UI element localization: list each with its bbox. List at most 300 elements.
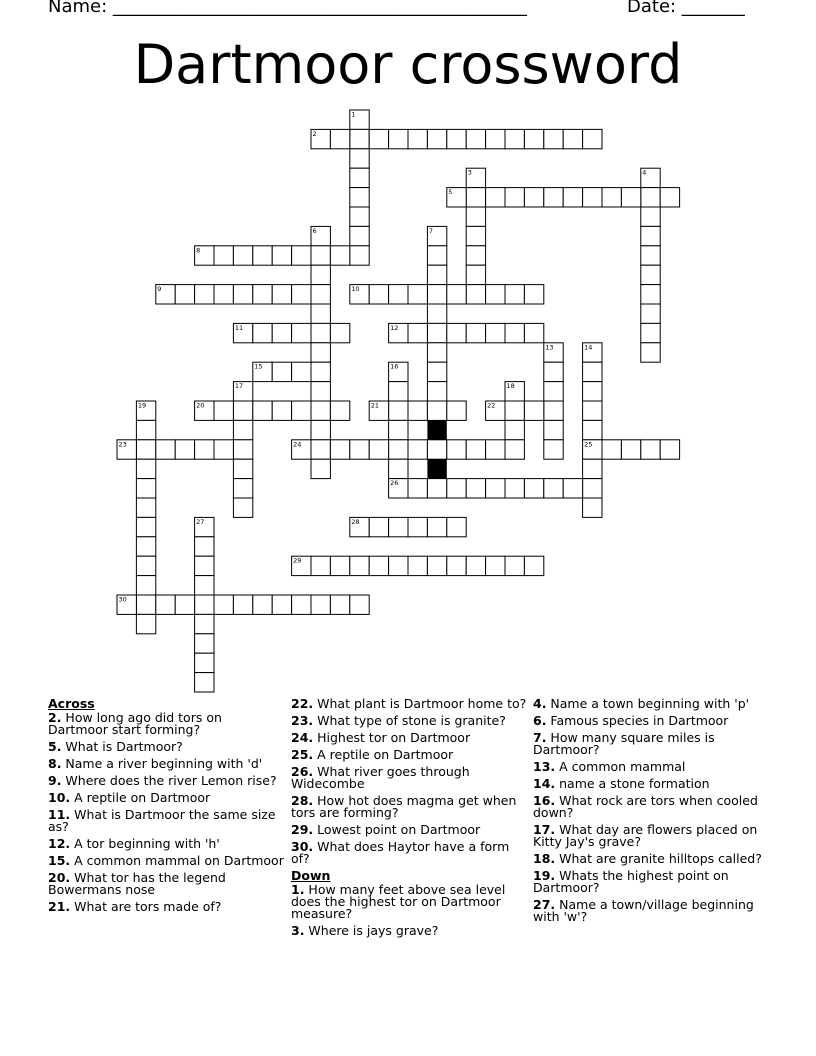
date-field-label: Date: _______	[627, 0, 745, 17]
clue-number-label: 19	[137, 401, 147, 410]
grid-cell[interactable]	[408, 440, 427, 459]
grid-cell[interactable]	[408, 285, 427, 304]
grid-cell[interactable]	[311, 459, 330, 478]
grid-cell[interactable]	[311, 323, 330, 342]
grid-cell[interactable]	[505, 440, 524, 459]
grid-cell[interactable]	[486, 188, 505, 207]
grid-cell[interactable]	[253, 595, 272, 614]
clue-section-heading: Down	[291, 868, 331, 883]
clue-number: 20.	[48, 870, 71, 885]
grid-cell[interactable]	[253, 323, 272, 342]
grid-cell[interactable]	[233, 246, 252, 265]
grid-cell[interactable]	[563, 188, 582, 207]
grid-cell[interactable]	[486, 479, 505, 498]
grid-cell[interactable]	[641, 188, 660, 207]
grid-cell[interactable]	[292, 246, 311, 265]
grid-cell[interactable]	[389, 459, 408, 478]
grid-cell[interactable]	[466, 440, 485, 459]
grid-cell[interactable]	[466, 188, 485, 207]
clue-number: 10.	[48, 790, 71, 805]
grid-cell[interactable]	[389, 382, 408, 401]
grid-cell[interactable]	[583, 188, 602, 207]
grid-cell[interactable]	[544, 440, 563, 459]
grid-cell[interactable]	[427, 382, 446, 401]
grid-cell[interactable]	[136, 614, 155, 633]
grid-cell[interactable]	[447, 479, 466, 498]
grid-cell[interactable]	[505, 420, 524, 439]
clue-number-label: 3	[467, 168, 472, 177]
name-field-label: Name: ______________________________________________	[48, 0, 527, 17]
grid-cell[interactable]	[214, 401, 233, 420]
grid-cell[interactable]	[505, 479, 524, 498]
grid-cell[interactable]	[389, 517, 408, 536]
grid-cell[interactable]	[544, 188, 563, 207]
grid-cell[interactable]	[544, 401, 563, 420]
grid-cell[interactable]	[369, 556, 388, 575]
grid-cell[interactable]	[272, 246, 291, 265]
grid-cell[interactable]	[408, 323, 427, 342]
grid-cell[interactable]	[447, 323, 466, 342]
grid-cell[interactable]	[233, 440, 252, 459]
grid-cell[interactable]	[292, 323, 311, 342]
grid-cell[interactable]	[233, 595, 252, 614]
grid-cell[interactable]	[466, 265, 485, 284]
clue-item	[533, 853, 769, 865]
clue-item	[533, 899, 769, 923]
grid-cell[interactable]	[195, 653, 214, 672]
grid-cell[interactable]	[350, 129, 369, 148]
clue-text: Famous species in Dartmoor	[546, 713, 729, 728]
clue-number: 26.	[291, 764, 314, 779]
grid-cell[interactable]	[583, 129, 602, 148]
grid-cell[interactable]	[524, 188, 543, 207]
grid-cell[interactable]	[330, 246, 349, 265]
grid-cell[interactable]	[136, 420, 155, 439]
clue-text: Name a river beginning with 'd'	[61, 756, 263, 771]
grid-cell[interactable]	[427, 401, 446, 420]
grid-cell[interactable]	[195, 537, 214, 556]
grid-cell[interactable]	[427, 440, 446, 459]
grid-cell[interactable]	[641, 207, 660, 226]
grid-cell[interactable]	[660, 188, 679, 207]
grid-cell[interactable]	[505, 401, 524, 420]
clue-number-label: 26	[390, 479, 399, 488]
clue-item	[533, 870, 769, 894]
grid-cell[interactable]	[427, 129, 446, 148]
clue-number: 24.	[291, 730, 314, 745]
grid-cell[interactable]	[466, 129, 485, 148]
grid-cell[interactable]	[583, 479, 602, 498]
grid-cell[interactable]	[195, 595, 214, 614]
clue-number: 25.	[291, 747, 314, 762]
grid-cell[interactable]	[350, 226, 369, 245]
grid-cell[interactable]	[389, 420, 408, 439]
grid-cell[interactable]	[466, 226, 485, 245]
grid-cell[interactable]	[621, 188, 640, 207]
clue-text: How long ago did tors on Dartmoor start forming?	[48, 710, 222, 737]
clue-text: How hot does magma get when tors are forming?	[291, 793, 517, 820]
grid-cell[interactable]	[253, 246, 272, 265]
clue-number-label: 6	[312, 226, 317, 235]
grid-cell[interactable]	[466, 479, 485, 498]
clue-item	[291, 884, 527, 920]
grid-cell[interactable]	[350, 246, 369, 265]
grid-block-cell	[427, 420, 446, 439]
clue-item	[291, 698, 527, 710]
grid-cell[interactable]	[156, 440, 175, 459]
grid-cell[interactable]	[427, 285, 446, 304]
clue-number: 30.	[291, 839, 314, 854]
clue-number: 14.	[533, 776, 556, 791]
clue-number: 28.	[291, 793, 314, 808]
grid-cell[interactable]	[311, 420, 330, 439]
grid-cell[interactable]	[311, 401, 330, 420]
clue-number-label: 9	[157, 285, 162, 294]
clue-column-2	[291, 698, 527, 942]
grid-cell[interactable]	[272, 323, 291, 342]
clue-number: 29.	[291, 822, 314, 837]
clue-item	[533, 732, 769, 756]
grid-cell[interactable]	[311, 595, 330, 614]
clue-number-label: 25	[584, 440, 593, 449]
clue-number: 8.	[48, 756, 62, 771]
clue-number: 2.	[48, 710, 62, 725]
grid-cell[interactable]	[486, 440, 505, 459]
grid-cell[interactable]	[214, 440, 233, 459]
clue-item	[291, 795, 527, 819]
grid-cell[interactable]	[311, 556, 330, 575]
grid-cell[interactable]	[524, 323, 543, 342]
clue-text: What plant is Dartmoor home to?	[313, 696, 527, 711]
grid-cell[interactable]	[583, 498, 602, 517]
grid-cell[interactable]	[350, 188, 369, 207]
grid-cell[interactable]	[311, 246, 330, 265]
grid-cell[interactable]	[486, 285, 505, 304]
grid-cell[interactable]	[156, 595, 175, 614]
grid-cell[interactable]	[311, 382, 330, 401]
grid-cell[interactable]	[253, 285, 272, 304]
clue-text: How many square miles is Dartmoor?	[533, 730, 715, 757]
grid-cell[interactable]	[350, 168, 369, 187]
grid-cell[interactable]	[175, 595, 194, 614]
grid-cell[interactable]	[427, 304, 446, 323]
grid-cell[interactable]	[466, 556, 485, 575]
grid-cell[interactable]	[583, 382, 602, 401]
clue-item	[291, 732, 527, 744]
grid-cell[interactable]	[195, 576, 214, 595]
grid-cell[interactable]	[447, 129, 466, 148]
grid-cell[interactable]	[175, 440, 194, 459]
grid-cell[interactable]	[369, 517, 388, 536]
clue-number: 5.	[48, 739, 62, 754]
grid-cell[interactable]	[621, 440, 640, 459]
grid-cell[interactable]	[427, 362, 446, 381]
grid-cell[interactable]	[292, 362, 311, 381]
clue-text: What tor has the legend Bowermans nose	[48, 870, 226, 897]
grid-cell[interactable]	[524, 556, 543, 575]
grid-cell[interactable]	[330, 556, 349, 575]
grid-cell[interactable]	[350, 595, 369, 614]
grid-cell[interactable]	[583, 459, 602, 478]
grid-cell[interactable]	[641, 304, 660, 323]
clue-number-label: 16	[390, 362, 399, 371]
grid-cell[interactable]	[136, 595, 155, 614]
clue-item	[48, 758, 284, 770]
page-title: Dartmoor crossword	[133, 33, 683, 96]
clue-item	[533, 824, 769, 848]
clue-number-label: 14	[584, 343, 593, 352]
grid-cell[interactable]	[486, 129, 505, 148]
clue-item	[291, 749, 527, 761]
grid-cell[interactable]	[136, 498, 155, 517]
grid-cell[interactable]	[563, 129, 582, 148]
grid-cell[interactable]	[233, 498, 252, 517]
clue-text: What are granite hilltops called?	[555, 851, 762, 866]
grid-cell[interactable]	[330, 440, 349, 459]
grid-cell[interactable]	[641, 226, 660, 245]
grid-cell[interactable]	[427, 479, 446, 498]
clue-item	[291, 841, 527, 865]
clue-number-label: 7	[428, 226, 434, 235]
grid-cell[interactable]	[641, 285, 660, 304]
clue-number: 17.	[533, 822, 556, 837]
grid-cell[interactable]	[466, 285, 485, 304]
grid-cell[interactable]	[311, 285, 330, 304]
clue-item	[48, 712, 284, 736]
grid-cell[interactable]	[311, 362, 330, 381]
grid-cell[interactable]	[136, 556, 155, 575]
clue-number: 19.	[533, 868, 556, 883]
grid-cell[interactable]	[544, 420, 563, 439]
grid-cell[interactable]	[466, 323, 485, 342]
grid-cell[interactable]	[641, 265, 660, 284]
grid-cell[interactable]	[292, 285, 311, 304]
clue-number-label: 5	[448, 188, 453, 197]
grid-cell[interactable]	[641, 440, 660, 459]
grid-cell[interactable]	[214, 595, 233, 614]
clue-number: 4.	[533, 696, 547, 711]
clue-text: Name a town beginning with 'p'	[546, 696, 750, 711]
grid-cell[interactable]	[175, 285, 194, 304]
grid-cell[interactable]	[136, 537, 155, 556]
grid-cell[interactable]	[641, 343, 660, 362]
clue-item	[533, 761, 769, 773]
grid-cell[interactable]	[505, 556, 524, 575]
clue-text: A reptile on Dartmoor	[70, 790, 211, 805]
grid-cell[interactable]	[408, 556, 427, 575]
grid-cell[interactable]	[505, 323, 524, 342]
grid-cell[interactable]	[195, 285, 214, 304]
grid-cell[interactable]	[233, 479, 252, 498]
grid-cell[interactable]	[272, 362, 291, 381]
grid-cell[interactable]	[233, 420, 252, 439]
clue-item	[291, 925, 527, 937]
grid-cell[interactable]	[253, 401, 272, 420]
grid-cell[interactable]	[350, 207, 369, 226]
grid-cell[interactable]	[602, 440, 621, 459]
grid-cell[interactable]	[544, 129, 563, 148]
clue-text: Highest tor on Dartmoor	[313, 730, 471, 745]
grid-cell[interactable]	[214, 246, 233, 265]
grid-cell[interactable]	[486, 556, 505, 575]
grid-cell[interactable]	[350, 556, 369, 575]
grid-cell[interactable]	[195, 614, 214, 633]
grid-cell[interactable]	[544, 479, 563, 498]
grid-cell[interactable]	[136, 479, 155, 498]
clue-text: A tor beginning with 'h'	[70, 836, 220, 851]
grid-cell[interactable]	[641, 323, 660, 342]
clue-number-label: 15	[254, 362, 263, 371]
grid-cell[interactable]	[350, 149, 369, 168]
grid-cell[interactable]	[272, 285, 291, 304]
grid-cell[interactable]	[544, 382, 563, 401]
grid-cell[interactable]	[330, 129, 349, 148]
grid-cell[interactable]	[311, 265, 330, 284]
grid-cell[interactable]	[524, 129, 543, 148]
grid-cell[interactable]	[427, 265, 446, 284]
grid-cell[interactable]	[447, 285, 466, 304]
clue-item	[48, 838, 284, 850]
grid-cell[interactable]	[408, 129, 427, 148]
clue-text: What are tors made of?	[70, 899, 222, 914]
grid-cell[interactable]	[195, 634, 214, 653]
grid-cell[interactable]	[583, 420, 602, 439]
grid-cell[interactable]	[447, 401, 466, 420]
clue-text: What type of stone is granite?	[313, 713, 506, 728]
grid-cell[interactable]	[505, 285, 524, 304]
clue-number-label: 27	[196, 517, 205, 526]
clue-item	[48, 872, 284, 896]
grid-cell[interactable]	[427, 343, 446, 362]
grid-cell[interactable]	[311, 343, 330, 362]
clue-text: How many feet above sea level does the highest tor on Dartmoor measure?	[291, 882, 506, 921]
grid-cell[interactable]	[389, 440, 408, 459]
grid-cell[interactable]	[427, 323, 446, 342]
clue-text: What is Dartmoor the same size as?	[48, 807, 276, 834]
grid-cell[interactable]	[447, 556, 466, 575]
grid-cell[interactable]	[427, 517, 446, 536]
grid-cell[interactable]	[389, 129, 408, 148]
grid-cell[interactable]	[505, 188, 524, 207]
clue-number-label: 24	[293, 440, 302, 449]
clue-number: 12.	[48, 836, 71, 851]
grid-cell[interactable]	[292, 595, 311, 614]
clue-number-label: 8	[196, 246, 201, 255]
grid-cell[interactable]	[447, 440, 466, 459]
grid-cell[interactable]	[350, 440, 369, 459]
grid-cell[interactable]	[660, 440, 679, 459]
grid-cell[interactable]	[136, 459, 155, 478]
grid-cell[interactable]	[369, 440, 388, 459]
clue-column-1	[48, 698, 284, 918]
clue-text: What does Haytor have a form of?	[291, 839, 510, 866]
grid-cell[interactable]	[195, 673, 214, 692]
grid-cell[interactable]	[524, 401, 543, 420]
grid-cell[interactable]	[233, 401, 252, 420]
grid-cell[interactable]	[311, 440, 330, 459]
grid-cell[interactable]	[233, 285, 252, 304]
clue-number-label: 4	[642, 168, 647, 177]
grid-cell[interactable]	[544, 362, 563, 381]
clue-number-label: 13	[545, 343, 554, 352]
grid-cell[interactable]	[641, 246, 660, 265]
grid-cell[interactable]	[136, 517, 155, 536]
grid-cell[interactable]	[427, 246, 446, 265]
grid-cell[interactable]	[272, 595, 291, 614]
grid-cell[interactable]	[408, 479, 427, 498]
grid-cell[interactable]	[195, 440, 214, 459]
grid-cell[interactable]	[292, 401, 311, 420]
clue-number: 11.	[48, 807, 71, 822]
clue-item	[291, 766, 527, 790]
clue-number: 3.	[291, 923, 305, 938]
clue-number-label: 29	[293, 556, 302, 565]
grid-block-cell	[427, 459, 446, 478]
grid-cell[interactable]	[272, 401, 291, 420]
clue-number: 16.	[533, 793, 556, 808]
grid-cell[interactable]	[369, 129, 388, 148]
grid-cell[interactable]	[563, 479, 582, 498]
clue-number: 6.	[533, 713, 547, 728]
grid-cell[interactable]	[369, 285, 388, 304]
clue-item	[48, 855, 284, 867]
grid-cell[interactable]	[233, 459, 252, 478]
clue-number: 7.	[533, 730, 547, 745]
grid-cell[interactable]	[330, 401, 349, 420]
clue-text: A common mammal	[555, 759, 686, 774]
grid-cell[interactable]	[427, 556, 446, 575]
grid-cell[interactable]	[195, 556, 214, 575]
clue-item	[48, 741, 284, 753]
grid-cell[interactable]	[466, 246, 485, 265]
clue-number-label: 2	[312, 129, 317, 138]
grid-cell[interactable]	[408, 401, 427, 420]
grid-cell[interactable]	[408, 517, 427, 536]
grid-cell[interactable]	[389, 556, 408, 575]
grid-cell[interactable]	[311, 304, 330, 323]
grid-cell[interactable]	[330, 595, 349, 614]
grid-cell[interactable]	[602, 188, 621, 207]
clue-text: What day are flowers placed on Kitty Jay's grave?	[533, 822, 758, 849]
grid-cell[interactable]	[136, 576, 155, 595]
grid-cell[interactable]	[524, 285, 543, 304]
grid-cell[interactable]	[389, 401, 408, 420]
clue-number-label: 12	[390, 323, 399, 332]
clue-number: 23.	[291, 713, 314, 728]
clue-text: Name a town/village beginning with 'w'?	[533, 897, 754, 924]
clue-number-label: 17	[234, 382, 244, 391]
clue-number: 21.	[48, 899, 71, 914]
grid-cell[interactable]	[214, 285, 233, 304]
clue-number: 27.	[533, 897, 556, 912]
clue-number-label: 23	[118, 440, 127, 449]
grid-cell[interactable]	[389, 285, 408, 304]
grid-cell[interactable]	[505, 129, 524, 148]
clue-number-label: 22	[487, 401, 496, 410]
clue-item	[533, 795, 769, 819]
grid-cell[interactable]	[447, 517, 466, 536]
grid-cell[interactable]	[136, 440, 155, 459]
grid-cell[interactable]	[524, 479, 543, 498]
grid-cell[interactable]	[486, 323, 505, 342]
grid-cell[interactable]	[330, 323, 349, 342]
grid-cell[interactable]	[583, 362, 602, 381]
grid-cell[interactable]	[583, 401, 602, 420]
grid-cell[interactable]	[466, 207, 485, 226]
clue-text: What river goes through Widecombe	[291, 764, 470, 791]
clue-item	[533, 698, 769, 710]
clue-number: 1.	[291, 882, 305, 897]
